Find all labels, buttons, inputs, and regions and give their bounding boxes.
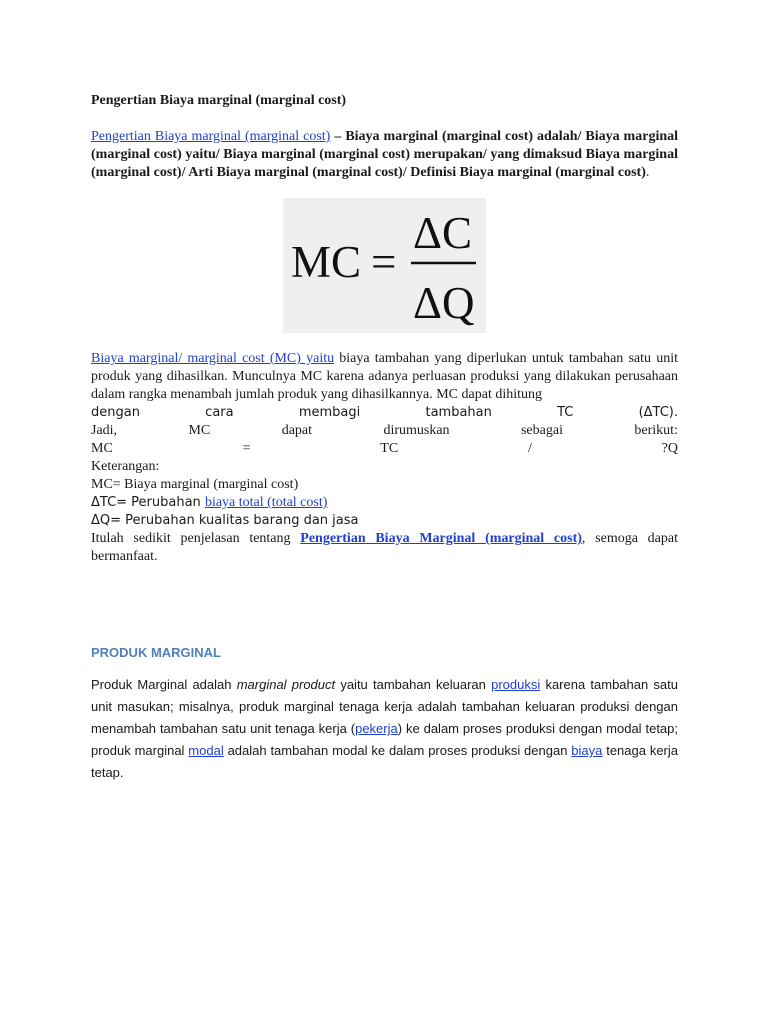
word: = (242, 441, 251, 456)
mc-line-jadi (91, 422, 678, 440)
formula-image (283, 198, 486, 333)
intro-text: – Biaya marginal (marginal cost) adalah/ Biaya marginal (marginal cost) yaitu/ Biaya marginal (marginal cost) merupakan/ yang dimaksud Biaya marginal (marginal cost)/ Arti Biaya marginal (marginal cost)/ Definisi Biaya marginal (marginal cost) (91, 129, 679, 180)
closing-suffix: , semoga dapat bermanfaat. (91, 531, 678, 564)
word: sebagai (520, 423, 563, 438)
definition-tc (91, 494, 678, 512)
closing-prefix: Itulah sedikit penjelasan tentang (91, 531, 301, 546)
section-heading-produk-marginal: PRODUK MARGINAL (91, 645, 221, 660)
formula-numerator: ΔC (413, 208, 472, 258)
modal-link[interactable]: modal (188, 743, 224, 758)
mc-formula-line (91, 440, 678, 458)
word: berikut: (634, 423, 678, 438)
word: MC (188, 423, 211, 438)
total-cost-link[interactable]: biaya total (total cost) (204, 495, 328, 510)
word: dengan (91, 405, 140, 420)
text: ) ke dalam proses produksi dengan modal tetap; produk marginal (91, 721, 678, 758)
mc-text: biaya tambahan yang diperlukan untuk tambahan satu unit produk yang dihasilkan. Munculnya MC karena adanya perluasan produksi yang dilakukan perusahaan dalam rangka menambah jumlah produk yang dihasilkannya. MC dapat dihitung (91, 351, 678, 402)
word: TC (557, 405, 574, 420)
word: membagi (298, 405, 361, 420)
word: ?Q (661, 441, 678, 456)
closing-paragraph (91, 530, 678, 566)
intro-end: . (645, 165, 650, 180)
mc-line-dengan (91, 404, 678, 422)
produk-paragraph (91, 674, 678, 784)
word: Jadi, (91, 423, 118, 438)
text: tenaga kerja tetap. (91, 743, 678, 780)
word: dirumuskan (383, 423, 450, 438)
produksi-link[interactable]: produksi (491, 677, 541, 692)
word: dapat (281, 423, 313, 438)
page-title: Pengertian Biaya marginal (marginal cost) (91, 93, 347, 108)
mc-section (91, 350, 678, 566)
closing-link[interactable]: Pengertian Biaya Marginal (marginal cost) (300, 531, 582, 546)
word: TC (380, 441, 399, 456)
mc-paragraph (91, 350, 678, 404)
text: karena tambahan satu unit masukan; misalnya, produk marginal tenaga kerja adalah tambahan keluaran produksi dengan menambah tambahan satu unit tenaga kerja ( (91, 677, 678, 736)
formula-equals: = (371, 237, 397, 287)
text: adalah tambahan modal ke dalam proses produksi dengan (223, 743, 572, 758)
word: (ΔTC). (638, 405, 678, 420)
text: Produk Marginal adalah (91, 677, 237, 692)
mc-link[interactable]: Biaya marginal/ marginal cost (MC) yaitu (91, 351, 335, 366)
definition-q: ΔQ= Perubahan kualitas barang dan jasa (91, 513, 359, 528)
word: tambahan (425, 405, 492, 420)
definition-mc: MC= Biaya marginal (marginal cost) (91, 477, 299, 492)
definition-tc-label: ΔTC= Perubahan (91, 495, 205, 510)
pekerja-link[interactable]: pekerja (355, 721, 398, 736)
word: / (527, 441, 532, 456)
intro-paragraph (91, 128, 678, 182)
keterangan-label: Keterangan: (91, 459, 160, 474)
formula-lhs: MC (291, 237, 362, 287)
formula-svg (283, 198, 486, 333)
intro-link[interactable]: Pengertian Biaya marginal (marginal cost) (91, 129, 331, 144)
word: cara (205, 405, 234, 420)
formula-denominator: ΔQ (413, 278, 475, 328)
text: yaitu tambahan keluaran (335, 677, 492, 692)
biaya-link[interactable]: biaya (571, 743, 603, 758)
italic-term: marginal product (236, 677, 336, 692)
word: MC (91, 441, 113, 456)
